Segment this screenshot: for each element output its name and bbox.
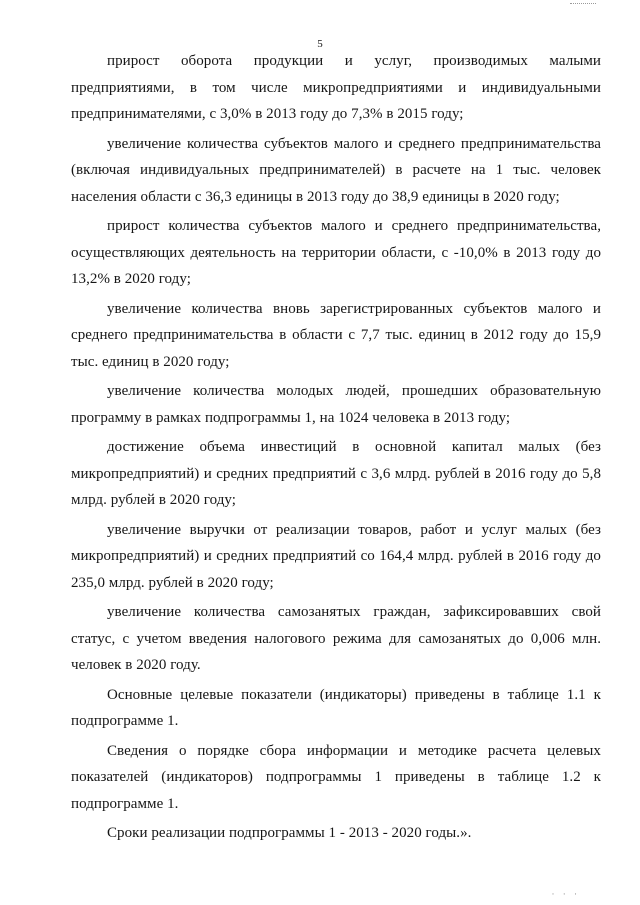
paragraph-new-registrations: увеличение количества вновь зарегистрированных субъектов малого и среднего предпринимательства в области с 7,7 тыс. единиц в 2012 году до 15,9 тыс. единиц в 2020 году; [71,300,601,370]
scan-corner-mark [570,0,596,4]
page-number: 5 [317,38,323,50]
paragraph-self-employed: увеличение количества самозанятых граждан, зафиксировавших свой статус, с учетом введения налогового режима для самозанятых до 0,006 млн. человек в 2020 году. [71,604,601,673]
paragraph-entities-growth: прирост количества субъектов малого и среднего предпринимательства, осуществляющих деятельность на территории области, с -10,0% в 2013 году до 13,2% в 2020 году; [71,218,601,287]
paragraph-table-1-1-reference: Основные целевые показатели (индикаторы) приведены в таблице 1.1 к подпрограмме 1. [71,686,601,729]
paragraph-entities-per-thousand: увеличение количества субъектов малого и среднего предпринимательства (включая индивидуальных предпринимателей) в расчете на 1 тыс. человек населения области с 36,3 единицы в 2013 году до 38,9 единицы в 2020 году; [71,135,601,205]
document-body [71,48,601,850]
paragraph-table-1-2-reference: Сведения о порядке сбора информации и методике расчета целевых показателей (индикаторов) подпрограммы 1 приведены в таблице 1.2 к подпрограмме 1. [71,742,601,812]
paragraph-turnover-growth: прирост оборота продукции и услуг, производимых малыми предприятиями, в том числе микропредприятиями и индивидуальными предпринимателями, с 3,0% в 2013 году до 7,3% в 2015 году; [71,53,601,122]
paragraph-youth-program: увеличение количества молодых людей, прошедших образовательную программу в рамках подпрограммы 1, на 1024 человека в 2013 году; [71,383,601,426]
scan-bottom-mark: · · · [551,889,580,899]
paragraph-revenue-growth: увеличение выручки от реализации товаров, работ и услуг малых (без микропредприятий) и средних предприятий со 164,4 млрд. рублей в 2016 году до 235,0 млрд. рублей в 2020 году; [71,521,601,591]
paragraph-investment-volume: достижение объема инвестиций в основной капитал малых (без микропредприятий) и средних предприятий с 3,6 млрд. рублей в 2016 году до 5,8 млрд. рублей в 2020 году; [71,439,601,508]
paragraph-implementation-period: Сроки реализации подпрограммы 1 - 2013 - 2020 годы.». [107,825,472,841]
